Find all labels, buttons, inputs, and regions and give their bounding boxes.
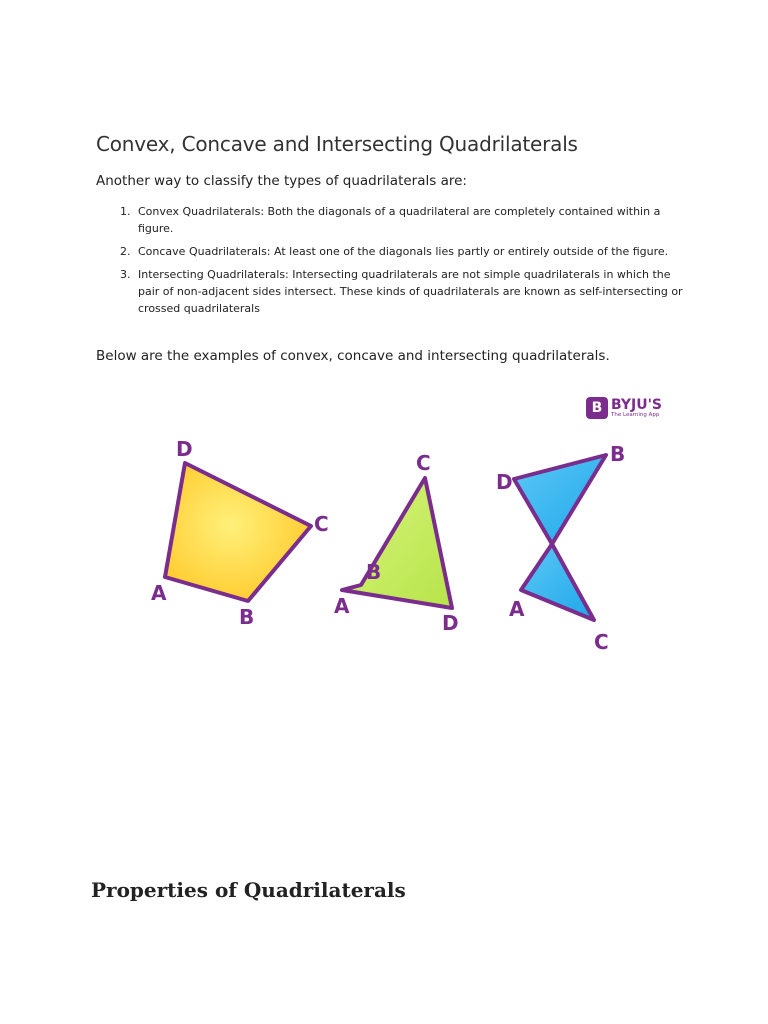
concave-label-c: C [416, 451, 431, 475]
logo-text [611, 398, 662, 419]
convex-label-c: C [314, 512, 329, 536]
list-item [100, 243, 690, 260]
concave-label-b: B [366, 560, 382, 584]
intersecting-lower-triangle [521, 544, 594, 620]
list-item-text: Intersecting Quadrilaterals: Intersecting quadrilaterals are not simple quadrilaterals in which the pair of non-adjacent sides intersect. These kinds of quadrilaterals are known as self-intersecting or crossed quadrilaterals [138, 268, 683, 315]
intersecting-label-c: C [594, 630, 609, 654]
intersecting-label-a: A [509, 597, 525, 621]
concave-label-d: D [442, 611, 459, 635]
convex-quadrilateral [151, 437, 329, 629]
concave-shape [342, 478, 452, 608]
concave-label-a: A [334, 594, 350, 618]
list-item [100, 203, 690, 237]
list-item-number: 2. [120, 245, 131, 258]
convex-shape [165, 463, 311, 601]
quadrilateral-illustration [96, 385, 704, 660]
logo-name: BYJU'S [611, 396, 662, 413]
intersecting-quadrilateral [496, 442, 625, 654]
intersecting-upper-triangle [514, 455, 606, 544]
logo-mark: B [586, 397, 608, 419]
byjus-logo [586, 397, 662, 419]
list-item-number: 1. [120, 205, 131, 218]
convex-label-b: B [239, 605, 255, 629]
concave-quadrilateral [334, 451, 459, 635]
section-title: Properties of Quadrilaterals [91, 878, 406, 902]
convex-label-a: A [151, 581, 167, 605]
list-item-text: Concave Quadrilaterals: At least one of the diagonals lies partly or entirely outside of the figure. [138, 245, 669, 258]
convex-label-d: D [176, 437, 193, 461]
quadrilateral-figure [96, 385, 704, 660]
heading: Convex, Concave and Intersecting Quadrilaterals [96, 132, 578, 156]
logo-tagline: The Learning App [611, 411, 660, 418]
intersecting-label-b: B [610, 442, 626, 466]
outro-text: Below are the examples of convex, concave and intersecting quadrilaterals. [96, 348, 610, 364]
list-item-number: 3. [120, 268, 131, 281]
intro-text: Another way to classify the types of quadrilaterals are: [96, 173, 467, 189]
list-item [100, 266, 690, 317]
list-item-text: Convex Quadrilaterals: Both the diagonals of a quadrilateral are completely contained within a figure. [138, 205, 661, 235]
classification-list [100, 203, 690, 323]
intersecting-label-d: D [496, 470, 513, 494]
